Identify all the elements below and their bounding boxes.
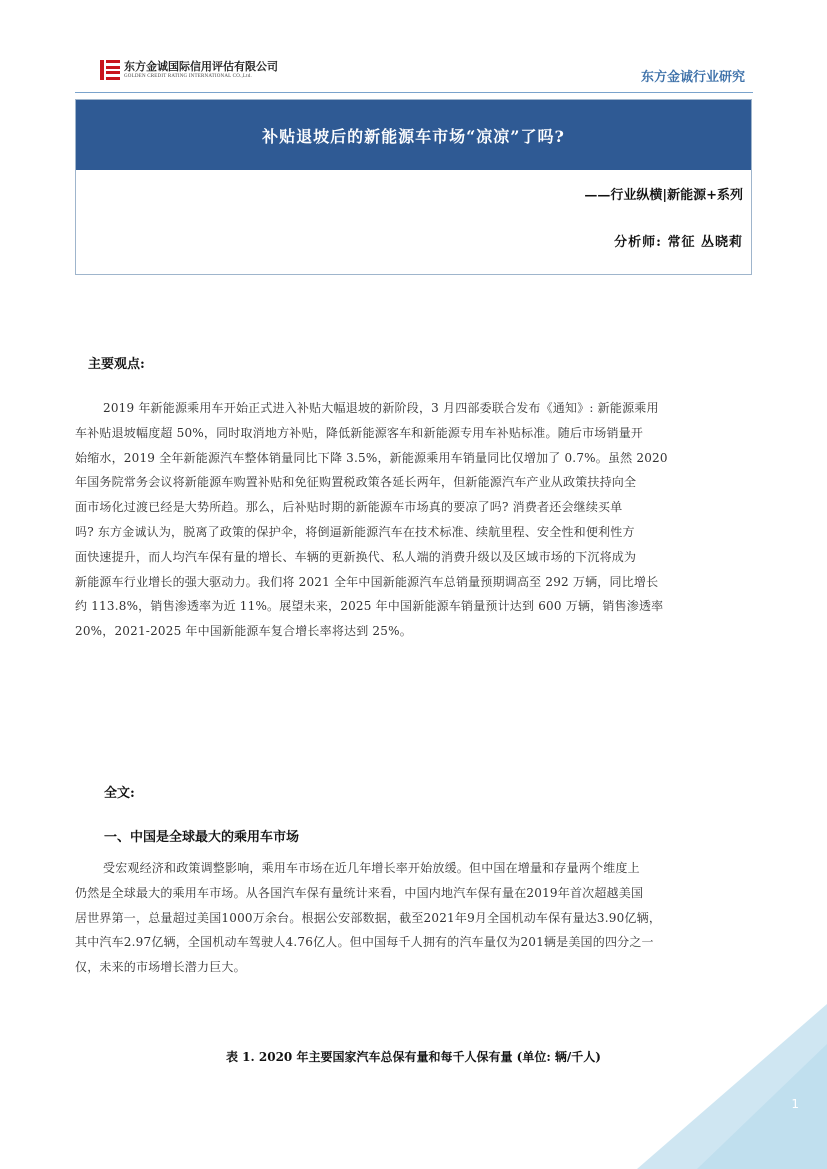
header-divider: [75, 92, 753, 93]
table-caption: 表 1. 2020 年主要国家汽车总保有量和每千人保有量 (单位: 辆/千人): [226, 1050, 601, 1064]
company-name-cn: 东方金诚国际信用评估有限公司: [124, 59, 278, 73]
text-line: 始缩水，2019 全年新能源汽车整体销量同比下降 3.5%，新能源乘用车销量同比仅增加了 0.7%。虽然 2020: [75, 450, 668, 465]
text-line: 20%，2021-2025 年中国新能源车复合增长率将达到 25%。: [75, 624, 412, 639]
text-line: 2019 年新能源乘用车开始正式进入补贴大幅退坡的新阶段，3 月四部委联合发布《通知》: 新能源乘用: [103, 401, 659, 415]
company-logo-icon: [100, 60, 120, 80]
text-line: 面快速提升，而人均汽车保有量的增长、车辆的更新换代、私人端的消费升级以及区域市场的下沉将成为: [75, 549, 637, 564]
main-points-heading: 主要观点:: [88, 357, 145, 372]
company-name-en: GOLDEN CREDIT RATING INTERNATIONAL CO.,Ltd.: [124, 73, 252, 79]
header-report-label: 东方金诚行业研究: [640, 70, 745, 85]
company-logo: [100, 60, 278, 80]
report-series: ——行业纵横|新能源+系列: [584, 188, 743, 203]
report-analysts: 分析师: 常征 丛晓莉: [614, 235, 743, 250]
text-line: 新能源车行业增长的强大驱动力。我们将 2021 全年中国新能源汽车总销量预期调高至 292 万辆，同比增长: [75, 574, 659, 589]
section-1-paragraph: [75, 856, 755, 980]
report-title: 补贴退坡后的新能源车市场“凉凉”了吗?: [262, 126, 565, 146]
text-line: 其中汽车2.97亿辆，全国机动车驾驶人4.76亿人。但中国每千人拥有的汽车量仅为201辆是美国的四分之一: [75, 935, 654, 950]
section-1-heading: 一、中国是全球最大的乘用车市场: [104, 830, 300, 845]
text-line: 年国务院常务会议将新能源车购置补贴和免征购置税政策各延长两年，但新能源汽车产业从政策扶持向全: [75, 475, 637, 490]
text-line: 吗? 东方金诚认为，脱离了政策的保护伞，将倒逼新能源汽车在技术标准、续航里程、安全性和便利性方: [75, 524, 635, 539]
text-line: 车补贴退坡幅度超 50%，同时取消地方补贴，降低新能源客车和新能源专用车补贴标准。随后市场销量开: [75, 425, 644, 440]
text-line: 受宏观经济和政策调整影响，乘用车市场在近几年增长率开始放缓。但中国在增量和存量两个维度上: [103, 861, 640, 875]
main-points-paragraph: [75, 396, 755, 644]
text-line: 居世界第一，总量超过美国1000万余台。根据公安部数据，截至2021年9月全国机动车保有量达3.90亿辆，: [75, 910, 662, 925]
text-line: 约 113.8%，销售渗透率为近 11%。展望未来，2025 年中国新能源车销量预计达到 600 万辆，销售渗透率: [75, 599, 664, 614]
text-line: 仍然是全球最大的乘用车市场。从各国汽车保有量统计来看，中国内地汽车保有量在2019年首次超越美国: [75, 885, 644, 900]
page-number: 1: [791, 1097, 799, 1111]
page-corner-decoration: [627, 1004, 827, 1169]
text-line: 面市场化过渡已经是大势所趋。那么，后补贴时期的新能源车市场真的要凉了吗? 消费者还会继续买单: [75, 500, 623, 515]
title-box: [75, 99, 752, 275]
full-text-heading: 全文:: [104, 786, 135, 801]
title-band: [76, 100, 751, 170]
text-line: 仅，未来的市场增长潜力巨大。: [75, 960, 246, 975]
